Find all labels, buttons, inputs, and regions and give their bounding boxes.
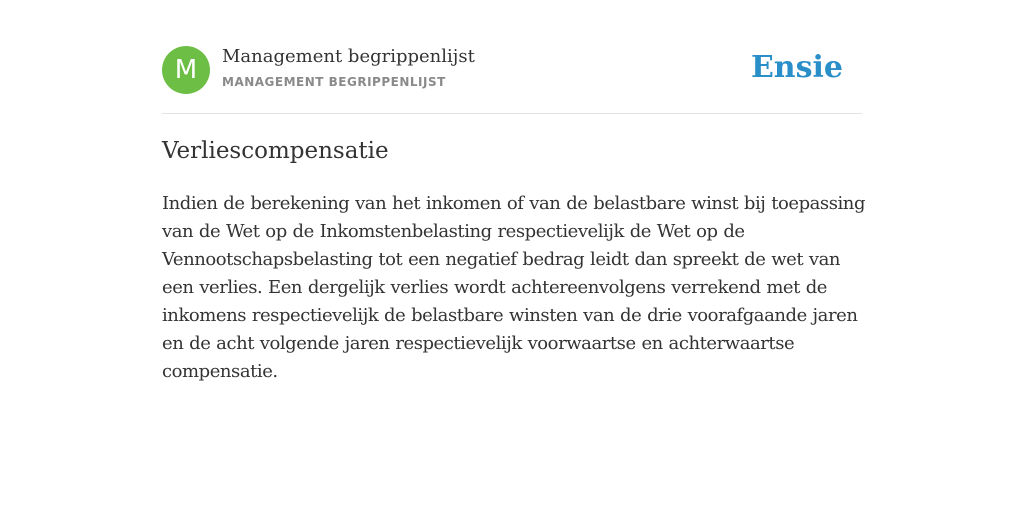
header	[162, 46, 862, 96]
divider	[162, 113, 862, 114]
source-title[interactable]: Management begrippenlijst	[222, 46, 475, 67]
source-avatar[interactable]: M	[162, 46, 210, 94]
brand-logo[interactable]: Ensie	[750, 50, 843, 85]
definition-text: Indien de berekening van het inkomen of van de belastbare winst bij toepassing van de Wet op de Inkomstenbelasting respectievelijk de Wet op de Vennootschapsbelasting tot een negatief bedrag leidt dan spreekt de wet van een verlies. Een dergelijk verlies wordt achtereenvolgens verrekend met de inkomens respectievelijk de belastbare winsten van de drie voorafgaande jaren en de acht volgende jaren respectievelijk voorwaartse en achterwaartse compensatie.	[162, 193, 866, 382]
source-subtitle: MANAGEMENT BEGRIPPENLIJST	[222, 75, 446, 89]
term-title: Verliescompensatie	[162, 138, 389, 164]
